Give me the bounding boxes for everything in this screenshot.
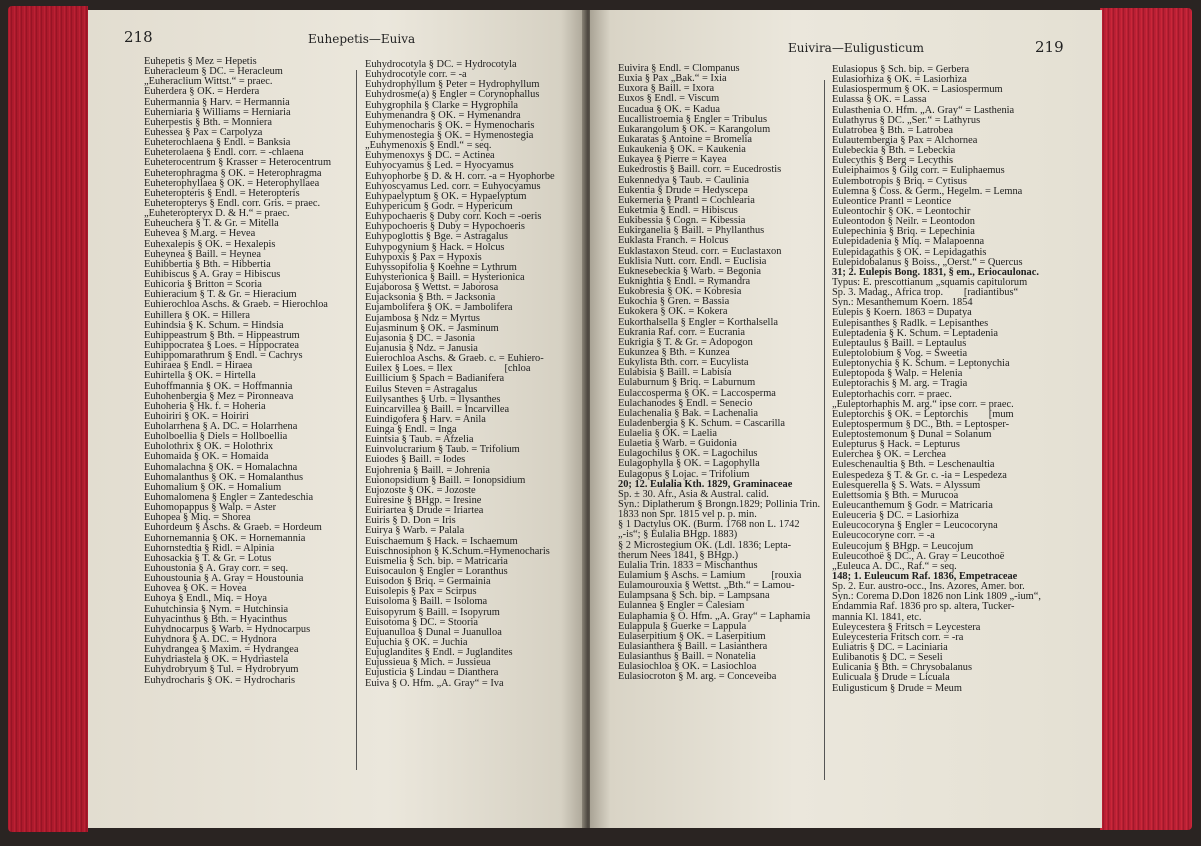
entry-line: „-is“; § Eulalia BHgp. 1883)	[618, 529, 738, 541]
entry-line: Euhypochaeris § Duby corr. Koch = -oeris	[365, 211, 542, 223]
entry-line: Eulemna § Coss. & Germ., Hegelm. = Lemna	[832, 185, 1023, 197]
entry-line: Eulagophylla § OK. = Lagophylla	[618, 458, 760, 470]
entry-line: Euhydrocotyle corr. = -a	[365, 69, 467, 81]
entry-line: Euknesebeckia § Warb. = Begonia	[618, 265, 762, 277]
entry-line: Eukrania Raf. corr. = Eucrania	[618, 326, 746, 338]
entry-line: Eujasminum § OK. = Jasminum	[365, 322, 499, 334]
entry-line: 20; 12. Eulalia Kth. 1829, Graminaceae	[618, 478, 793, 490]
entry-line: Euhygrophila § Clarke = Hygrophila	[365, 99, 519, 111]
entry-line: Euhyocyamus § Led. = Hyocyamus	[365, 160, 514, 172]
entry-line: Euleptadenia § K. Schum. = Leptadenia	[832, 327, 998, 339]
entry-line: Eulasianthus § Baill. = Nonatelia	[618, 651, 756, 663]
entry-line: Euholboellia § Diels = Hollboellia	[144, 431, 288, 443]
entry-line: Euhoiriri § OK. = Hoiriri	[144, 410, 249, 422]
entry-line: Eujambosa § Ndz = Myrtus	[365, 312, 480, 324]
entry-line: Euierochloa Aschs. & Graeb. c. = Euhiero-	[365, 353, 544, 365]
entry-line: Euhornemannia § OK. = Hornemannia	[144, 532, 306, 544]
entry-line: Eukentia § Drude = Hedyscepa	[618, 184, 748, 196]
entry-line: Euhoustounia § A. Gray = Houstounia	[144, 573, 304, 585]
entry-line: Euhermannia § Harv. = Hermannia	[144, 96, 290, 108]
entry-line: Euhomalanthus § OK. = Homalanthus	[144, 471, 304, 483]
entry-line: therum Nees 1841, § BHgp.)	[618, 549, 739, 561]
entry-line: Syn.: Corema D.Don 1826 non Link 1809 „-ium“,	[832, 591, 1041, 603]
entry-line: Euleiphaimos § Gilg corr. = Euliphaemus	[832, 165, 1005, 177]
entry-line: Euxora § Baill. = Ixora	[618, 83, 715, 95]
entry-line: Euherpestis § Bth. = Monniera	[144, 116, 272, 128]
entry-line: Eukaratas § Antoine = Bromelia	[618, 133, 752, 145]
entry-line: Euhirtella § OK. = Hirtella	[144, 370, 256, 382]
entry-line: Eulaccosperma § OK. = Laccosperma	[618, 387, 776, 399]
entry-line: „Euleuca A. DC., Raf.“ = seq.	[832, 560, 957, 572]
entry-line: Sp. 2. Eur. austro-occ., Ins. Azores, Amer. bor.	[832, 581, 1025, 593]
entry-line: Euklisia Nutt. corr. Endl. = Euclisia	[618, 255, 767, 267]
entry-line: Euiris § D. Don = Iris	[365, 515, 456, 527]
entry-line: Euhydrocharis § OK. = Hydrocharis	[144, 674, 296, 686]
entry-line: Euhoya § Endl., Miq. = Hoya	[144, 593, 268, 605]
entry-line: Euxos § Endl. = Viscum	[618, 93, 720, 105]
left-running-head: Euhepetis—Euiva	[308, 32, 416, 46]
entry-line: Eukobresia § OK. = Kobresia	[618, 286, 742, 298]
entry-line: Eujambolifera § OK. = Jambolifera	[365, 302, 513, 314]
entry-line: Eukaukenia § OK. = Kaukenia	[618, 144, 746, 156]
entry-line: Euhydrophyllum § Peter = Hydrophyllum	[365, 79, 540, 91]
left-page	[88, 10, 586, 828]
entry-line: Euhevea § M.arg. = Hevea	[144, 228, 256, 240]
entry-line: Eukibessia § Cogn. = Kibessia	[618, 215, 746, 227]
entry-line: Eulasianthera § Baill. = Lasianthera	[618, 641, 768, 653]
entry-line: Euhohenbergia § Mez = Pironneava	[144, 390, 294, 402]
entry-line: Eulaelia § OK. = Laelia	[618, 428, 718, 440]
entry-line: Eulaburnum § Briq. = Laburnum	[618, 377, 756, 389]
entry-line: Euknightia § Endl. = Rymandra	[618, 275, 751, 287]
entry-line: Euhopea § Miq. = Shorea	[144, 512, 251, 524]
entry-line: Eulalia Trin. 1833 = Mischanthus	[618, 559, 758, 571]
entry-line: Euischnosiphon § K.Schum.=Hymenocharis	[365, 545, 550, 557]
entry-line: Eukennedya § Taub. = Caulinia	[618, 174, 750, 186]
entry-line: Euhepetis § Mez = Hepetis	[144, 56, 257, 67]
entry-line: Euliatris § DC. = Laciniaria	[832, 642, 948, 654]
entry-line: 1833 non Spr. 1815 vel p. p. min.	[618, 509, 757, 521]
entry-line: Eulettsomia § Bth. = Murucoa	[832, 489, 959, 501]
entry-line: Euleycesteria Fritsch corr. = -ra	[832, 631, 964, 643]
entry-line: Euhexalepis § OK. = Hexalepis	[144, 238, 276, 250]
entry-line: Eukirganelia § Baill. = Phyllanthus	[618, 225, 765, 237]
entry-line: Eulibanotis § DC. = Seseli	[832, 652, 943, 664]
entry-line: Euheterophyllaea § OK. = Heterophyllaea	[144, 177, 320, 189]
entry-line: 148; 1. Euleucum Raf. 1836, Empetraceae	[832, 571, 1018, 583]
entry-line: Euholothrix § OK. = Holothrix	[144, 441, 274, 453]
entry-line: Eulappula § Guerke = Lappula	[618, 620, 747, 632]
entry-line: 31; 2. Eulepis Bong. 1831, § em., Eriocaulonac.	[832, 266, 1039, 278]
entry-line: Eulassa § OK. = Lassa	[832, 94, 927, 106]
entry-line: Euindigofera § Harv. = Anila	[365, 413, 486, 425]
entry-line: Eukokera § OK. = Kokera	[618, 306, 728, 318]
entry-line: Eulepturus § Hack. = Lepturus	[832, 439, 960, 451]
entry-line: Eulachanodes § Endl. = Senecio	[618, 397, 753, 409]
entry-line: Eukedrostis § Baill. corr. = Eucedrostis	[618, 164, 782, 176]
entry-line: Eulaphamia § O. Hfm. „A. Gray“ = Laphamia	[618, 610, 811, 622]
entry-line: Euinga § Endl. = Inga	[365, 424, 457, 436]
entry-line: Euheterocentrum § Krasser = Heterocentrum	[144, 157, 332, 169]
entry-line: Euklastaxon Steud. corr. = Euclastaxon	[618, 245, 782, 257]
entry-line: Euherdera § OK. = Herdera	[144, 86, 260, 98]
entry-line: Eulamium § Aschs. = Lamium [rouxia	[618, 570, 802, 582]
entry-line: Euhierochloa Aschs. & Graeb. = Hierochloa	[144, 299, 328, 311]
entry-line: Euhomalomena § Engler = Zantedeschia	[144, 492, 314, 504]
entry-line: Eujuglandites § Endl. = Juglandites	[365, 647, 513, 659]
entry-line: Eulasiopus § Sch. bip. = Gerbera	[832, 64, 970, 75]
entry-line: Euketmia § Endl. = Hibiscus	[618, 204, 738, 216]
entry-line: Eulicuala § Drude = Licuala	[832, 672, 950, 684]
entry-line: Eukerneria § Prantl = Cochlearia	[618, 194, 755, 206]
left-page-edges	[8, 6, 88, 832]
entry-line: Eulasiorhiza § OK. = Lasiorhiza	[832, 74, 967, 86]
entry-line: Eulabisia § Baill. = Labisia	[618, 367, 732, 379]
entry-line: mannia Kl. 1841, etc.	[832, 611, 922, 623]
entry-line: Eulathyrus § DC. „Ser.“ = Lathyrus	[832, 114, 981, 126]
entry-line: Euintsia § Taub. = Afzelia	[365, 434, 474, 446]
entry-line: Euisolepis § Pax = Scirpus	[365, 586, 477, 598]
entry-line: Eulannea § Engler = Calesiam	[618, 600, 745, 612]
entry-line: Euheteropteris § Endl. = Heteropteris	[144, 187, 300, 199]
entry-line: Euhymenostegia § OK. = Hymenostegia	[365, 129, 534, 141]
entry-line: Endammia Raf. 1836 pro sp. altera, Tucker-	[832, 601, 1015, 613]
entry-line: Euleucothoë § DC., A. Gray = Leucothoë	[832, 550, 1005, 562]
entry-line: Euleptaulus § Baill. = Leptaulus	[832, 337, 967, 349]
right-page-number: 219	[1035, 38, 1064, 56]
entry-line: Euleucanthemum § Godr. = Matricaria	[832, 500, 993, 512]
entry-line: Euisocaulon § Engler = Loranthus	[365, 566, 508, 578]
entry-line: Eukarangolum § OK. = Karangolum	[618, 123, 771, 135]
entry-line: Eukrigia § T. & Gr. = Adopogon	[618, 336, 753, 348]
entry-line: „Euhymenoxis § Endl.“ = seq.	[365, 140, 492, 152]
entry-line: Euhordeum § Aschs. & Graeb. = Hordeum	[144, 522, 322, 534]
entry-line: Euiva § O. Hfm. „A. Gray“ = Iva	[365, 677, 504, 689]
right-running-head: Euivira—Euligusticum	[788, 41, 925, 55]
left-column-divider	[356, 70, 357, 770]
entry-line: Euheterophragma § OK. = Heterophragma	[144, 167, 322, 179]
entry-line: Euhoheria § Hk. f. = Hoheria	[144, 400, 266, 412]
entry-line: Eukochia § Gren. = Bassia	[618, 296, 730, 308]
entry-line: Euhicoria § Britton = Scoria	[144, 279, 262, 291]
entry-line: Euhippeastrum § Bth. = Hippeastrum	[144, 329, 300, 341]
entry-line: Syn.: Mesanthemum Koern. 1854	[832, 297, 973, 309]
entry-line: Euheteropterys § Endl. corr. Gris. = praec.	[144, 197, 321, 209]
entry-line: Eulagopus § Lojac. = Trifolium	[618, 468, 750, 480]
entry-line: Eulasiochloa § OK. = Lasiochloa	[618, 661, 757, 673]
entry-line: Eulecythis § Berg = Lecythis	[832, 155, 954, 167]
entry-line: Eucadua § OK. = Kadua	[618, 103, 720, 115]
entry-line: Euhydrocotyla § DC. = Hydrocotyla	[365, 59, 517, 70]
entry-line: Euklasta Franch. = Holcus	[618, 235, 729, 247]
entry-line: Euhomalium § OK. = Homalium	[144, 481, 282, 493]
entry-line: Euleptorachis § M. arg. = Tragia	[832, 378, 968, 390]
entry-line: Eulepisanthes § Radlk. = Lepisanthes	[832, 317, 989, 329]
entry-line: Euleptonychia § K. Schum. = Leptonychia	[832, 358, 1010, 370]
entry-line: Eulaetia § Warb. = Guidonia	[618, 438, 737, 450]
entry-line: Euischaemum § Hack. = Ischaemum	[365, 535, 518, 547]
entry-line: Euligusticum § Drude = Meum	[832, 682, 962, 694]
entry-line: Euhyoscyamus Led. corr. = Euhyocyamus	[365, 180, 541, 192]
entry-line: Euisotoma § DC. = Stooria	[365, 616, 478, 628]
entry-line: Euismelia § Sch. bip. = Matricaria	[365, 555, 508, 567]
entry-line: Syn.: Diplatherum § Brongn.1829; Pollinia Trin.	[618, 499, 821, 511]
entry-line: Euhydnora § A. DC. = Hydnora	[144, 634, 277, 646]
entry-line: Euleucocoryna § Engler = Leucocoryna	[832, 520, 998, 532]
left-column-2	[365, 60, 555, 689]
right-column-2	[832, 65, 1041, 694]
entry-line: Euivira § Endl. = Clompanus	[618, 63, 740, 74]
entry-line: Euleptorchis § OK. = Leptorchis [mum	[832, 408, 1014, 420]
entry-line: Euheracleum § DC. = Heracleum	[144, 66, 283, 78]
entry-line: Eulepidadenia § Miq. = Malapoenna	[832, 236, 985, 248]
entry-line: Eulachenalia § Bak. = Lachenalia	[618, 407, 759, 419]
entry-line: Euhypogynium § Hack. = Holcus	[365, 241, 505, 253]
entry-line: Eulagochilus § OK. = Lagochilus	[618, 448, 758, 460]
entry-line: Euhypericum § Godr. = Hypericum	[365, 200, 513, 212]
entry-line: Euhippomarathrum § Endl. = Cachrys	[144, 350, 303, 362]
left-page-number: 218	[124, 28, 153, 46]
entry-line: Euleptostemonum § Dunal = Solanum	[832, 429, 992, 441]
entry-line: Eulebeckia § Bth. = Lebeckia	[832, 145, 956, 157]
entry-line: Eulerchea § OK. = Lerchea	[832, 449, 947, 461]
entry-line: Euheynea § Baill. = Heynea	[144, 248, 261, 260]
entry-line: Euilex § Loes. = Ilex [chloa	[365, 363, 531, 375]
entry-line: Euhiraea § Endl. = Hiraea	[144, 360, 253, 372]
entry-line: Eukayea § Pierre = Kayea	[618, 154, 727, 166]
entry-line: Eujuchia § OK. = Juchia	[365, 637, 468, 649]
entry-line: Euholarrhena § A. DC. = Holarrhena	[144, 421, 298, 433]
entry-line: Euladenbergia § K. Schum. = Cascarilla	[618, 417, 785, 429]
entry-line: Eukorthalsella § Engler = Korthalsella	[618, 316, 778, 328]
entry-line: Euhypoglottis § Bge. = Astragalus	[365, 231, 508, 243]
entry-line: Eujohrenia § Baill. = Johrenia	[365, 464, 491, 476]
entry-line: Euiresine § BHgp. = Iresine	[365, 495, 482, 507]
entry-line: „Euleptorhaphis M. arg.“ ipse corr. = praec.	[832, 398, 1014, 410]
entry-line: Euheterochlaena § Endl. = Banksia	[144, 137, 291, 149]
entry-line: Eulepidobalanus § Boiss., „Oerst.“ = Quercus	[832, 256, 1023, 268]
entry-line: Euisodon § Briq. = Germainia	[365, 576, 491, 588]
entry-line: Euhindsia § K. Schum. = Hindsia	[144, 319, 284, 331]
entry-line: Euhymenocharis § OK. = Hymenocharis	[365, 119, 535, 131]
entry-line: Euleontice Prantl = Leontice	[832, 195, 952, 207]
entry-line: Euhomaida § OK. = Homaida	[144, 451, 269, 463]
entry-line: Euleycestera § Fritsch = Leycestera	[832, 621, 981, 633]
entry-line: Euirya § Warb. = Palala	[365, 525, 465, 537]
entry-line: Eujozoste § OK. = Jozoste	[365, 484, 476, 496]
entry-line: Eulautembergia § Pax = Alchornea	[832, 134, 978, 146]
entry-line: Euhosackia § T. & Gr. = Lotus	[144, 552, 272, 564]
entry-line: Eulamourouxia § Wettst. „Bth.“ = Lamou-	[618, 580, 795, 592]
entry-line: Euhyophorbe § D. & H. corr. -a = Hyophorbe	[365, 170, 555, 182]
entry-line: Euleptopoda § Walp. = Helenia	[832, 368, 963, 380]
entry-line: „Euheraclium Wittst.“ = praec.	[144, 76, 273, 88]
entry-line: Euhydrosme(a) § Engler = Corynophallus	[365, 89, 540, 101]
entry-line: Euhyacinthus § Bth. = Hyacinthus	[144, 613, 287, 625]
entry-line: Eulaserpitium § OK. = Laserpitium	[618, 630, 766, 642]
entry-line: Euherniaria § Williams = Herniaria	[144, 106, 291, 118]
entry-line: Euleptolobium § Vog. = Sweetia	[832, 347, 968, 359]
entry-line: Euhessea § Pax = Carpolyza	[144, 126, 263, 138]
entry-line: Euhypochoeris § Duby = Hypochoeris	[365, 221, 525, 233]
entry-line: Euleucocoryne corr. = -a	[832, 530, 935, 542]
entry-line: Euincarvillea § Baill. = Incarvillea	[365, 403, 510, 415]
entry-line: Euhysterionica § Baill. = Hysterionica	[365, 271, 525, 283]
entry-line: Typus: E. prescottianum „squamis capitulorum	[832, 276, 1028, 288]
entry-line: Euhypoxis § Pax = Hypoxis	[365, 251, 482, 263]
entry-line: Eulicania § Bth. = Chrysobalanus	[832, 662, 973, 674]
entry-line: § 2 Microstegium OK. (Ldl. 1836; Lepta-	[618, 539, 792, 551]
entry-line: Euleptorhachis corr. = praec.	[832, 388, 952, 400]
entry-line: Eujusticia § Lindau = Dianthera	[365, 667, 499, 679]
entry-line: Euhydrobryum § Tul. = Hydrobryum	[144, 664, 299, 676]
right-page	[590, 10, 1102, 828]
entry-line: Eulembotropis § Briq. = Cytisus	[832, 175, 967, 187]
entry-line: Sp. ± 30. Afr., Asia & Austral. calid.	[618, 488, 769, 500]
entry-line: Eujanusia § Ndz. = Janusia	[365, 342, 478, 354]
entry-line: Euheterolaena § Endl. corr. = -chlaena	[144, 147, 304, 159]
entry-line: Euhieracium § T. & Gr. = Hieracium	[144, 289, 297, 301]
entry-line: Eukylista Bth. corr. = Eucylista	[618, 357, 749, 369]
entry-line: Euleptospermum § DC., Bth. = Leptosper-	[832, 418, 1010, 430]
entry-line: Eujuanulloa § Dunal = Juanulloa	[365, 626, 502, 638]
entry-line: Euhibbertia § Bth. = Hibbertia	[144, 258, 271, 270]
entry-line: Euhillera § OK. = Hillera	[144, 309, 250, 321]
entry-line: Eujaborosa § Wettst. = Jaborosa	[365, 282, 499, 294]
entry-line: Euilysanthes § Urb. = Ilysanthes	[365, 393, 501, 405]
entry-line: Euilus Steven = Astragalus	[365, 383, 478, 395]
entry-line: Eukunzea § Bth. = Kunzea	[618, 346, 730, 358]
right-column-1	[618, 64, 820, 683]
entry-line: Euhypaelyptum § OK. = Hypaelyptum	[365, 190, 527, 202]
entry-line: Eulespedeza § T. & Gr. c. -ia = Lespedeza	[832, 469, 1007, 481]
entry-line: Eujacksonia § Bth. = Jacksonia	[365, 292, 496, 304]
entry-line: Euisopyrum § Baill. = Isopyrum	[365, 606, 500, 618]
entry-line: Euhippocratea § Loes. = Hippocratea	[144, 339, 300, 351]
entry-line: Euleontodon § Neilr. = Leontodon	[832, 216, 975, 228]
entry-line: Euleuceria § DC. = Lasiorhiza	[832, 510, 959, 522]
entry-line: Euhomopappus § Walp. = Aster	[144, 502, 277, 514]
entry-line: Eulepidagathis § OK. = Lepidagathis	[832, 246, 987, 258]
entry-line: Euhibiscus § A. Gray = Hibiscus	[144, 268, 281, 280]
entry-line: § 1 Dactylus OK. (Burm. 1768 non L. 1742	[618, 519, 800, 531]
entry-line: Euhydrangea § Maxim. = Hydrangea	[144, 644, 299, 656]
entry-line: Eulepis § Koern. 1863 = Dupatya	[832, 307, 972, 319]
entry-line: Euiriartea § Drude = Iriartea	[365, 505, 484, 517]
entry-line: Eulesquerella § S. Wats. = Alyssum	[832, 479, 981, 491]
entry-line: Eulatrobea § Bth. = Latrobea	[832, 124, 953, 136]
entry-line: Euhomalachna § OK. = Homalachna	[144, 461, 298, 473]
entry-line: Euhymenandra § OK. = Hymenandra	[365, 109, 521, 121]
entry-line: Euheuchera § T. & Gr. = Mitella	[144, 218, 279, 230]
entry-line: Euhydnocarpus § Warb. = Hydnocarpus	[144, 623, 311, 635]
entry-line: Euillicium § Spach = Badianifera	[365, 373, 505, 385]
entry-line: Euiodes § Baill. = Iodes	[365, 454, 466, 466]
entry-line: Euionopsidium § Baill. = Ionopsidium	[365, 474, 526, 486]
entry-line: Euhoffmannia § OK. = Hoffmannia	[144, 380, 293, 392]
entry-line: Euleucojum § BHgp. = Leucojum	[832, 540, 974, 552]
entry-line: Euleontochir § OK. = Leontochir	[832, 205, 971, 217]
entry-line: Euisoloma § Baill. = Isoloma	[365, 596, 488, 608]
entry-line: Euhornstedtia § Ridl. = Alpinia	[144, 542, 275, 554]
entry-line: Eulampsana § Sch. bip. = Lampsana	[618, 590, 770, 602]
entry-line: Eucallistroemia § Engler = Tribulus	[618, 113, 768, 125]
entry-line: Sp. 3. Madag., Africa trop. [radiantibus“	[832, 287, 1019, 299]
entry-line: Euhydriastela § OK. = Hydriastela	[144, 654, 289, 666]
entry-line: Euhoustonia § A. Gray corr. = seq.	[144, 563, 289, 575]
left-column-1	[144, 57, 331, 686]
entry-line: Euxia § Pax „Bak.“ = Ixia	[618, 73, 727, 85]
entry-line: Eujasonia § DC. = Jasonia	[365, 332, 476, 344]
entry-line: Euhyssopifolia § Koehne = Lythrum	[365, 261, 517, 273]
entry-line: Euhymenoxys § DC. = Actinea	[365, 150, 495, 162]
entry-line: Euhovea § OK. = Hovea	[144, 583, 247, 595]
entry-line: Euleschenaultia § Bth. = Leschenaultia	[832, 459, 995, 471]
right-column-divider	[824, 80, 825, 780]
entry-line: „Euheteropteryx D. & H.“ = praec.	[144, 208, 290, 220]
entry-line: Eulepechinia § Briq. = Lepechinia	[832, 226, 975, 238]
entry-line: Eulasiospermum § OK. = Lasiospermum	[832, 84, 1003, 96]
entry-line: Eujussieua § Mich. = Jussieua	[365, 657, 491, 669]
entry-line: Eulasiocroton § M. arg. = Conceveiba	[618, 671, 777, 683]
right-page-edges	[1100, 8, 1192, 830]
entry-line: Euhutchinsia § Nym. = Hutchinsia	[144, 603, 289, 615]
entry-line: Eulasthenia O. Hfm. „A. Gray“ = Lasthenia	[832, 104, 1015, 116]
entry-line: Euinvolucrarium § Taub. = Trifolium	[365, 444, 520, 456]
